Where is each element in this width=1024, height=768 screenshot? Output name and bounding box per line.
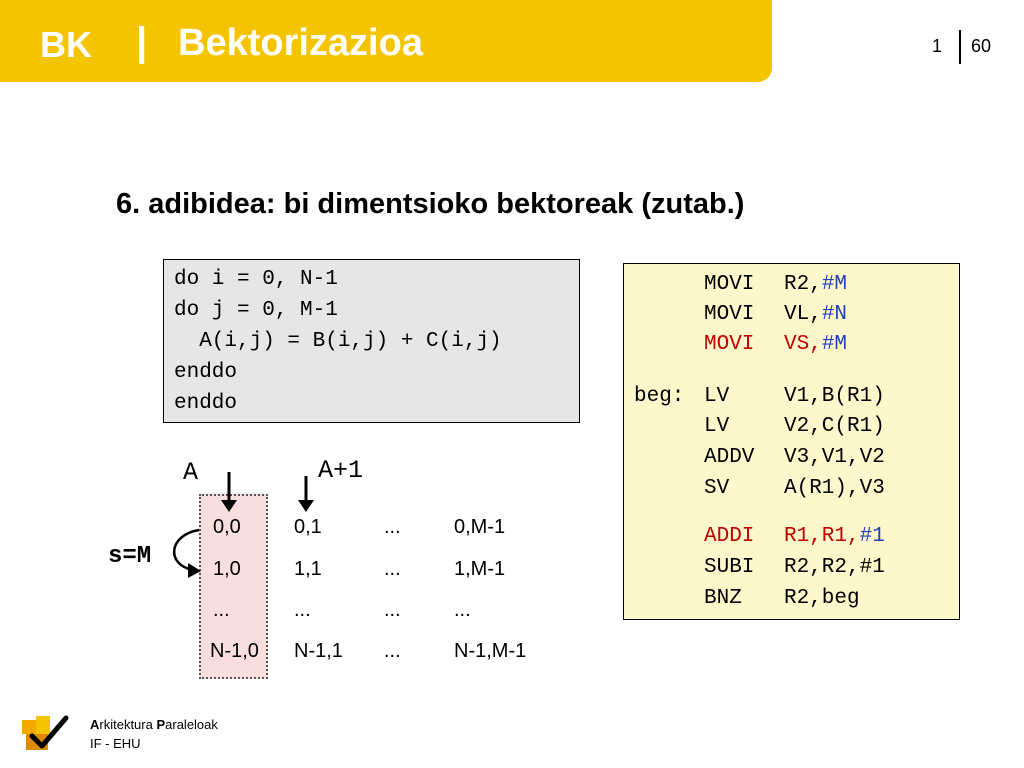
matrix-cell: N-1,M-1 — [454, 640, 527, 662]
matrix-cell: 0,M-1 — [454, 516, 506, 538]
asm-label: beg: — [634, 385, 685, 408]
page-total: 60 — [971, 36, 992, 56]
slide-title: 6. adibidea: bi dimentsioko bektoreak (zutab.) — [116, 188, 745, 220]
header-title: Bektorizazioa — [178, 22, 423, 64]
matrix-cell: ... — [384, 516, 401, 538]
label-a-plus-1: A+1 — [318, 456, 364, 485]
asm-op: BNZ — [704, 587, 742, 610]
down-arrow-icon — [221, 472, 237, 512]
matrix-cell: ... — [454, 599, 471, 621]
asm-op: MOVI — [704, 303, 755, 326]
asm-args: VL,#N — [784, 303, 848, 326]
asm-op: SV — [704, 477, 730, 500]
matrix-cell: ... — [384, 640, 401, 662]
asm-args: VS,#M — [784, 333, 848, 356]
code-line: enddo — [174, 392, 238, 415]
code-line: A(i,j) = B(i,j) + C(i,j) — [174, 330, 502, 353]
asm-op: ADDV — [704, 446, 755, 469]
matrix-cell: ... — [384, 558, 401, 580]
matrix-cell: ... — [294, 599, 311, 621]
matrix-cell: N-1,0 — [210, 640, 259, 662]
matrix-cell: 0,1 — [294, 516, 322, 538]
asm-args: R1,R1,#1 — [784, 525, 885, 548]
asm-args: V3,V1,V2 — [784, 446, 885, 469]
asm-args: A(R1),V3 — [784, 477, 885, 500]
asm-args: R2,beg — [784, 587, 860, 610]
label-a: A — [183, 458, 199, 487]
down-arrow-icon — [298, 476, 314, 512]
matrix-cell: 0,0 — [213, 516, 241, 538]
asm-op: SUBI — [704, 556, 755, 579]
footer-affiliation: IF - EHU — [90, 736, 141, 751]
asm-op: MOVI — [704, 273, 755, 296]
header-separator: | — [136, 20, 148, 64]
matrix-cell: 1,0 — [213, 558, 241, 580]
matrix-cell: ... — [384, 599, 401, 621]
asm-op: ADDI — [704, 525, 755, 548]
page-current: 1 — [932, 36, 943, 56]
asm-op: MOVI — [704, 333, 755, 356]
asm-args: R2,R2,#1 — [784, 556, 885, 579]
asm-op: LV — [704, 415, 730, 438]
curved-arrow-icon — [174, 530, 201, 578]
asm-args: V1,B(R1) — [784, 385, 885, 408]
asm-args: R2,#M — [784, 273, 848, 296]
checkmark-logo-icon — [22, 712, 72, 752]
code-line: enddo — [174, 361, 238, 384]
matrix-cell: N-1,1 — [294, 640, 343, 662]
matrix-cell: ... — [213, 599, 230, 621]
matrix-cell: 1,1 — [294, 558, 322, 580]
asm-op: LV — [704, 385, 730, 408]
code-line: do j = 0, M-1 — [174, 299, 338, 322]
code-line: do i = 0, N-1 — [174, 268, 338, 291]
matrix-cell: 1,M-1 — [454, 558, 506, 580]
footer-institution: Arkitektura Paraleloak — [90, 717, 218, 732]
course-abbrev: BK — [40, 24, 92, 65]
stride-label: s=M — [108, 543, 152, 570]
asm-args: V2,C(R1) — [784, 415, 885, 438]
